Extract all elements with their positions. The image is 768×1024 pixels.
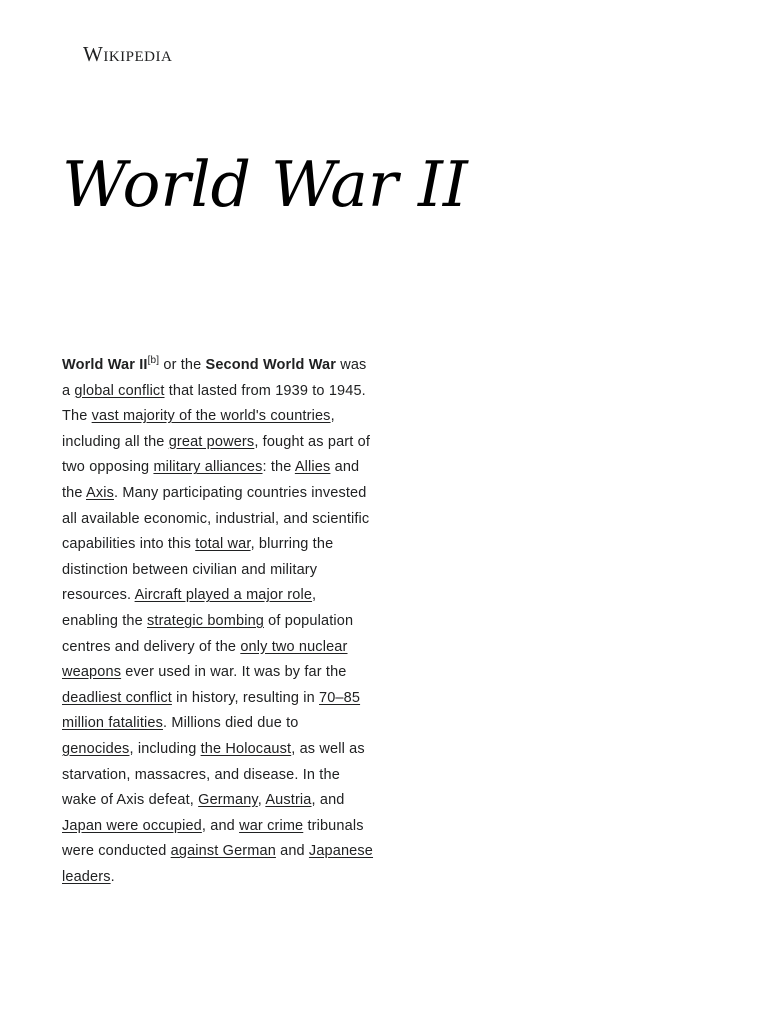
lead-text: , fought as part of two opposing — [62, 433, 371, 476]
lead-text: , including — [129, 740, 201, 757]
footnote-reference — [148, 355, 160, 366]
link-germany[interactable]: Germany — [198, 792, 258, 809]
lead-text: tribunals were conducted — [62, 817, 364, 860]
lead-paragraph — [62, 353, 374, 890]
link-austria[interactable]: Austria — [265, 792, 312, 809]
link-japanese-leaders[interactable]: Japanese leaders — [62, 843, 374, 885]
lead-text: . Many participating countries invested all available economic, industrial, and scientific capabilities into this — [62, 484, 370, 553]
link-axis[interactable]: Axis — [86, 484, 114, 501]
link-against-german[interactable]: against German — [170, 843, 276, 860]
lead-text: was a — [62, 357, 367, 399]
link-allies[interactable]: Allies — [294, 459, 331, 476]
link-military-alliances[interactable]: military alliances — [153, 459, 263, 476]
link-great-powers[interactable]: great powers — [168, 433, 255, 450]
link-deadliest-conflict[interactable]: deadliest conflict — [62, 689, 172, 706]
footnote-link[interactable]: [b] — [147, 355, 160, 367]
lead-text: ever used in war. It was by far the — [121, 664, 347, 681]
link-global-conflict[interactable]: global conflict — [74, 382, 165, 399]
lead-text: , enabling the — [62, 587, 317, 629]
lead-text: , — [257, 792, 266, 809]
lead-text: : the — [262, 459, 295, 476]
lead-text: , and — [201, 817, 240, 834]
lead-text: , as well as starvation, massacres, and disease. In the wake of Axis defeat, — [62, 740, 365, 809]
wikipedia-wordmark[interactable]: Wikipedia — [83, 42, 173, 66]
lead-text: , and — [311, 792, 345, 809]
bold-article-name: World War II — [62, 357, 148, 373]
lead-text: . — [110, 868, 115, 885]
link-aircraft-role[interactable]: Aircraft played a major role — [134, 587, 313, 604]
link-japan-occupied[interactable]: Japan were occupied — [62, 817, 202, 834]
lead-text: , blurring the distinction between civilian and military resources. — [62, 536, 334, 604]
link-the-holocaust[interactable]: the Holocaust — [200, 740, 292, 757]
bold-alternate-name: Second World War — [205, 357, 337, 373]
link-genocides[interactable]: genocides — [62, 740, 130, 757]
lead-text: and — [275, 843, 309, 860]
page-title: World War II — [62, 148, 468, 221]
link-total-war[interactable]: total war — [195, 536, 251, 553]
lead-text: . Millions died due to — [163, 715, 299, 732]
lead-text: in history, resulting in — [171, 689, 319, 706]
lead-text: or the — [159, 357, 206, 373]
lead-text: , including all the — [62, 408, 335, 450]
link-vast-majority[interactable]: vast majority of the world's countries — [91, 408, 331, 425]
lead-text: that lasted from 1939 to 1945. The — [62, 382, 366, 425]
link-war-crime[interactable]: war crime — [239, 817, 304, 834]
link-nuclear-weapons[interactable]: only two nuclear weapons — [62, 638, 348, 681]
link-fatalities[interactable]: 70–85 million fatalities — [62, 689, 361, 732]
lead-text: and the — [62, 459, 360, 501]
link-strategic-bombing[interactable]: strategic bombing — [147, 612, 264, 629]
lead-text: of population centres and delivery of the — [62, 612, 354, 655]
